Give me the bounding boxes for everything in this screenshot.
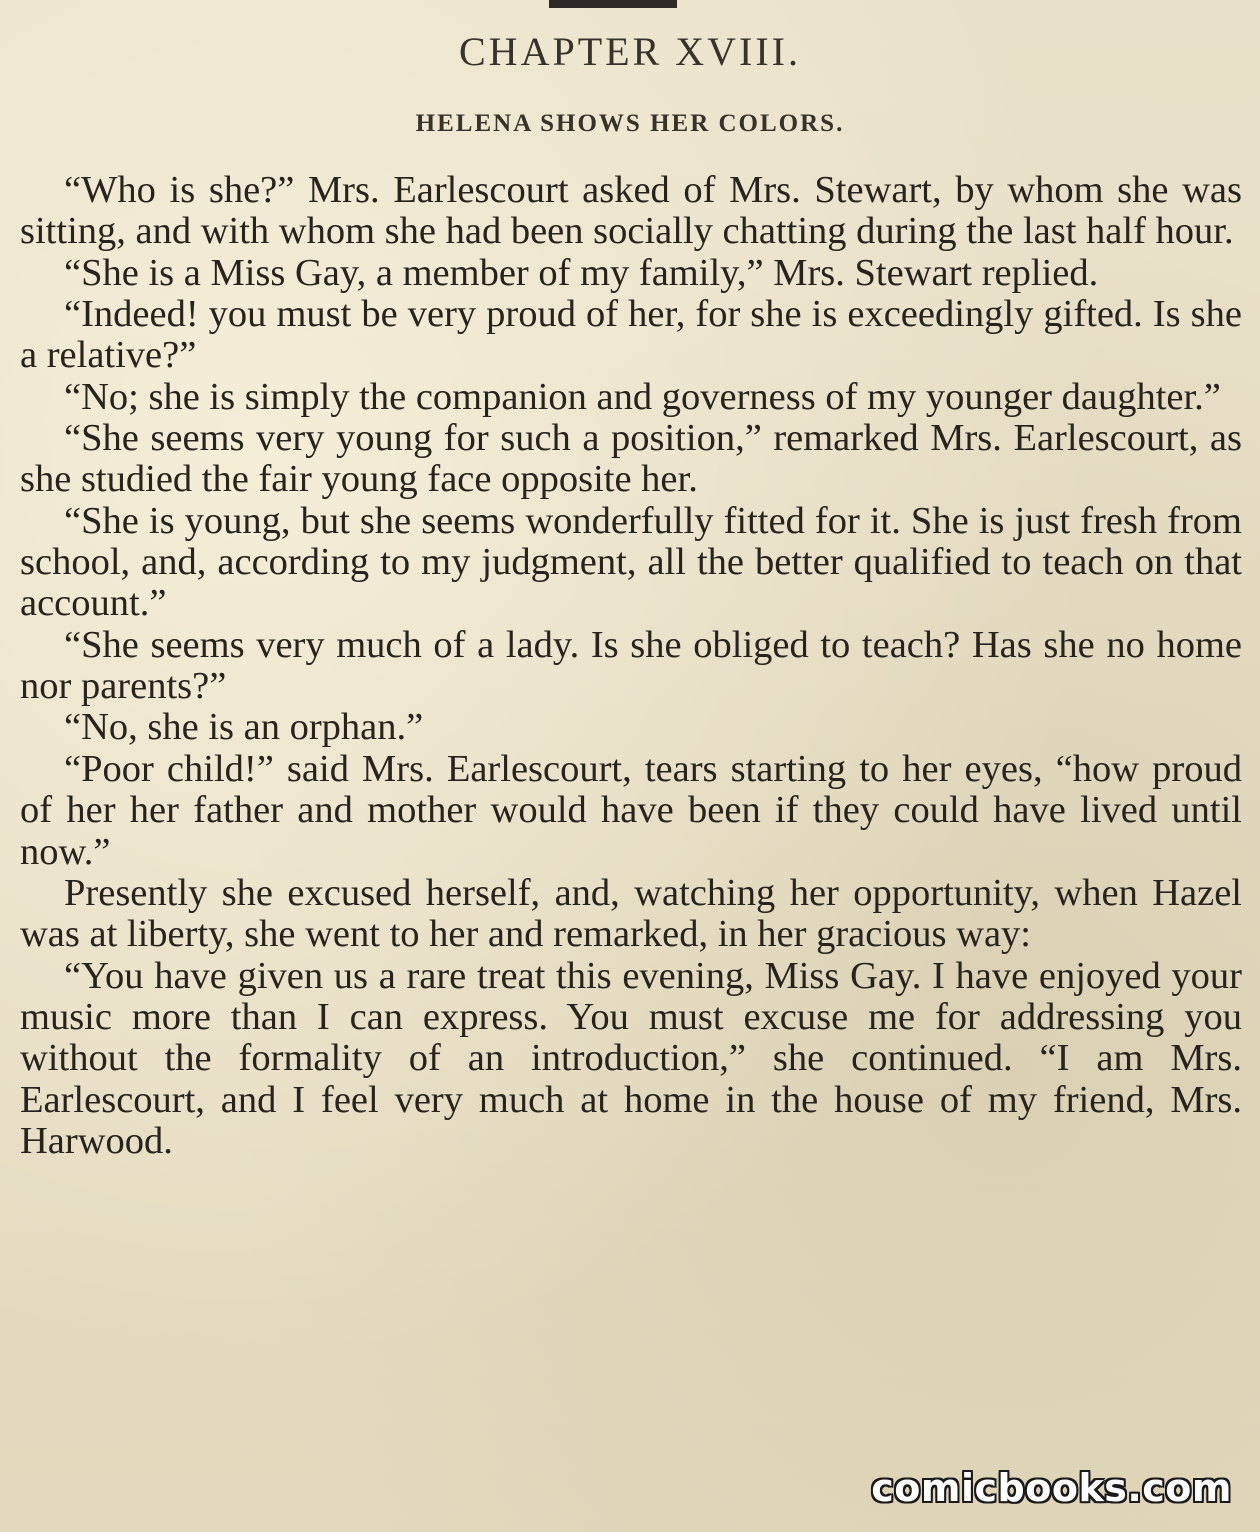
paragraph: Presently she excused herself, and, watching her opportunity, when Hazel was at liberty, she went to her and remarked, in her gracious way: (20, 871, 1242, 956)
paragraph: “Poor child!” said Mrs. Earlescourt, tears starting to her eyes, “how proud of her her father and mother would have been if they could have lived until now.” (20, 747, 1242, 873)
top-rule (549, 0, 677, 8)
paragraph: “No, she is an orphan.” (64, 706, 424, 749)
paragraph: “Who is she?” Mrs. Earlescourt asked of Mrs. Stewart, by whom she was sitting, and with whom she had been socially chatting during the last half hour. (20, 170, 1242, 253)
paragraph: “Indeed! you must be very proud of her, for she is exceedingly gifted. Is she a relative?” (20, 293, 1242, 377)
paragraph: “You have given us a rare treat this evening, Miss Gay. I have enjoyed your music more than I can express. You must excuse me for addressing you without the formality of an introduction,” she continued. “I am Mrs. Earlescourt, and I feel very much at home in the house of my friend, Mrs. Harwood. (20, 954, 1242, 1162)
watermark: comicbooks.com (871, 1466, 1232, 1510)
chapter-title: HELENA SHOWS HER COLORS. (415, 110, 845, 137)
paragraph: “No; she is simply the companion and governess of my younger daughter.” (64, 375, 1221, 418)
paragraph: “She seems very young for such a position,” remarked Mrs. Earlescourt, as she studied the fair young face opposite her. (20, 417, 1242, 501)
paragraph: “She is a Miss Gay, a member of my family,” Mrs. Stewart replied. (64, 251, 1099, 294)
paragraph: “She seems very much of a lady. Is she obliged to teach? Has she no home nor parents?” (20, 623, 1242, 708)
chapter-heading: CHAPTER XVIII. (459, 29, 801, 74)
article-body (20, 170, 1242, 1532)
paragraph: “She is young, but she seems wonderfully fitted for it. She is just fresh from school, and, according to my judgment, all the better qualified to teach on that account.” (20, 499, 1242, 625)
